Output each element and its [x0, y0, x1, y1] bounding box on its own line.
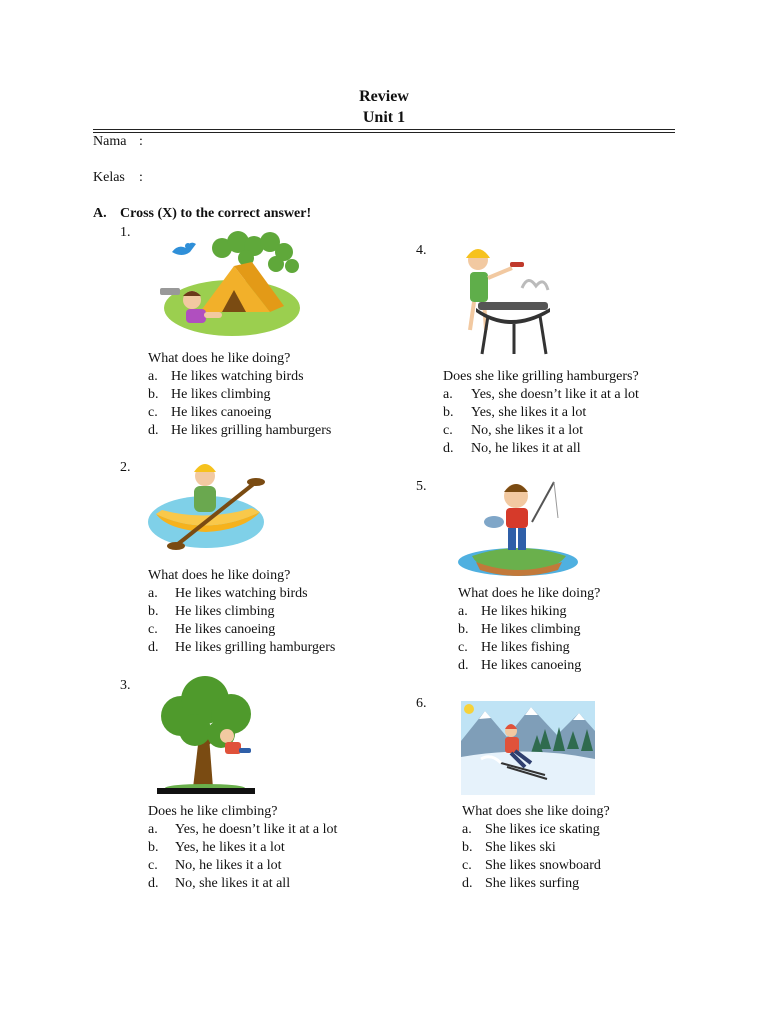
question-text: What does he like doing? — [148, 351, 291, 366]
option-letter: a. — [148, 586, 158, 601]
option-letter: a. — [148, 822, 158, 837]
option-text: He likes watching birds — [175, 586, 308, 601]
option-text: No, he likes it at all — [471, 441, 581, 456]
option-letter: b. — [148, 604, 159, 619]
option-text: Yes, she doesn’t like it at a lot — [471, 387, 639, 402]
question-text: What does he like doing? — [148, 568, 291, 583]
option-letter: a. — [148, 369, 158, 384]
header-rule-bottom — [93, 132, 675, 133]
option-letter: d. — [148, 640, 159, 655]
girl-grilling-illustration — [452, 246, 556, 356]
option-text: He likes grilling hamburgers — [171, 423, 332, 438]
option-letter: b. — [148, 840, 159, 855]
canoeing-boy-illustration — [148, 458, 266, 552]
option-letter: c. — [148, 622, 158, 637]
boy-fishing-illustration — [458, 478, 580, 582]
option-text: He likes fishing — [481, 640, 570, 655]
option-letter: d. — [148, 876, 159, 891]
option-letter: c. — [148, 858, 158, 873]
option-text: She likes ice skating — [485, 822, 600, 837]
option-text: No, she likes it at all — [175, 876, 291, 891]
option-text: He likes climbing — [481, 622, 581, 637]
option-letter: a. — [462, 822, 472, 837]
option-text: She likes ski — [485, 840, 556, 855]
tree-climbing-illustration — [155, 676, 257, 794]
question-number: 2. — [120, 460, 131, 475]
option-letter: c. — [148, 405, 158, 420]
option-text: She likes surfing — [485, 876, 580, 891]
option-letter: d. — [462, 876, 473, 891]
option-text: He likes grilling hamburgers — [175, 640, 336, 655]
option-text: He likes hiking — [481, 604, 567, 619]
nama-colon: : — [139, 134, 143, 149]
nama-field — [93, 134, 143, 150]
kelas-colon: : — [139, 170, 143, 185]
option-text: He likes canoeing — [171, 405, 272, 420]
option-text: No, she likes it a lot — [471, 423, 583, 438]
option-text: He likes climbing — [171, 387, 271, 402]
option-text: He likes canoeing — [481, 658, 582, 673]
option-text: He likes canoeing — [175, 622, 276, 637]
option-letter: b. — [458, 622, 469, 637]
option-letter: b. — [148, 387, 159, 402]
skiing-illustration — [461, 701, 595, 795]
nama-label: Nama — [93, 134, 127, 149]
question-text: Does she like grilling hamburgers? — [443, 369, 639, 384]
camping-birdwatching-illustration — [152, 230, 300, 340]
section-letter: A. — [93, 206, 107, 221]
section-instruction: Cross (X) to the correct answer! — [120, 206, 312, 221]
question-number: 1. — [120, 225, 131, 240]
kelas-label: Kelas — [93, 170, 125, 185]
question-number: 5. — [416, 479, 427, 494]
question-text: Does he like climbing? — [148, 804, 278, 819]
question-text: What does she like doing? — [462, 804, 610, 819]
question-number: 4. — [416, 243, 427, 258]
option-letter: c. — [458, 640, 468, 655]
option-text: Yes, he likes it a lot — [175, 840, 285, 855]
option-text: Yes, she likes it a lot — [471, 405, 587, 420]
option-letter: d. — [443, 441, 454, 456]
question-number: 6. — [416, 696, 427, 711]
question-number: 3. — [120, 678, 131, 693]
option-letter: d. — [148, 423, 159, 438]
option-letter: b. — [462, 840, 473, 855]
option-text: He likes watching birds — [171, 369, 304, 384]
option-letter: b. — [443, 405, 454, 420]
page-title: Review — [359, 88, 409, 105]
header-rule-top — [93, 129, 675, 130]
option-text: Yes, he doesn’t like it at a lot — [175, 822, 338, 837]
option-letter: a. — [458, 604, 468, 619]
option-letter: c. — [443, 423, 453, 438]
question-text: What does he like doing? — [458, 586, 601, 601]
option-text: No, he likes it a lot — [175, 858, 282, 873]
option-text: She likes snowboard — [485, 858, 601, 873]
page-subtitle: Unit 1 — [362, 109, 406, 126]
option-letter: a. — [443, 387, 453, 402]
option-text: He likes climbing — [175, 604, 275, 619]
kelas-field — [93, 170, 143, 186]
option-letter: c. — [462, 858, 472, 873]
option-letter: d. — [458, 658, 469, 673]
